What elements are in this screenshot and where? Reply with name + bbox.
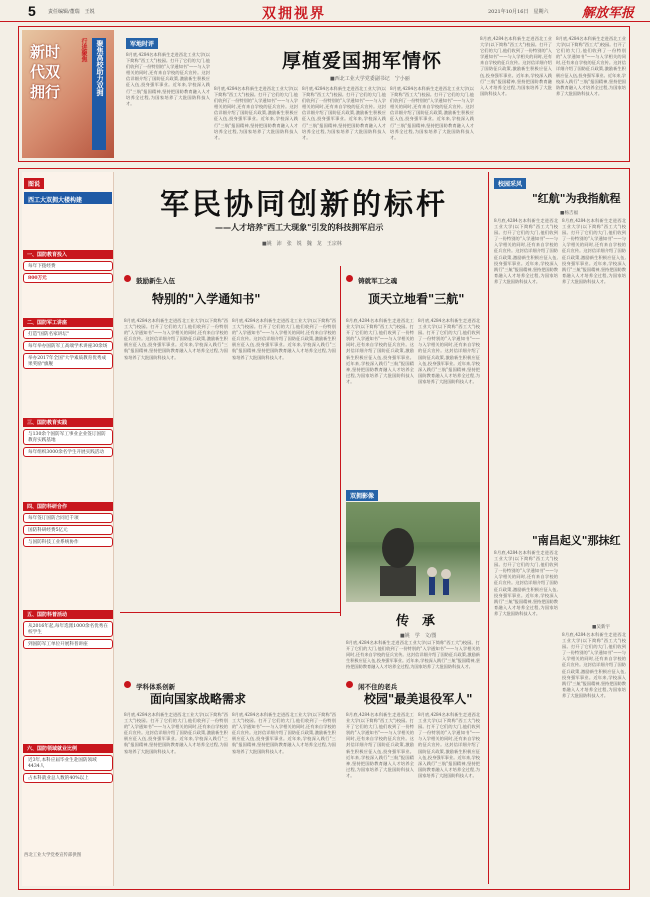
right-story-2-col-2: 8月底,4284名本科新生走进西北工业大学(以下简称"西工大")校园。打开了它们的大门,他们收到了一份特别的"入学通知书"——与入学相关的同时,还有来自学校的征兵宣传。这封信详细介绍了国防征兵政策,激励新生积极应征入伍,投身强军事业。近年来,学校深入践行"三航"报国精神,坚持把国防教育融入人才培养全过程,为国家培养了大批国防科技人才。 bbox=[562, 632, 626, 698]
top-story-col-1: 8月底,4284名本科新生走进西北工业大学(以下简称"西工大")校园。打开了它们的大门,他们收到了一份特别的"入学通知书"——与入学相关的同时,还有来自学校的征兵宣传。这封信详细介绍了国防征兵政策,激励新生积极应征入伍,投身强军事业。近年来,学校深入践行"三航"报国精神,坚持把国防教育融入人才培养全过程,为国家培养了大批国防科技人才。 bbox=[126, 52, 210, 106]
top-story-headline: 厚植爱国拥军情怀 bbox=[282, 50, 443, 72]
main-subheadline: ——人才培养"西工大现象"引发的科技拥军启示 bbox=[215, 223, 384, 232]
sub-kicker-3 bbox=[124, 674, 176, 691]
sub-kicker-1 bbox=[124, 268, 176, 285]
photo-feature-headline: 传 承 bbox=[396, 614, 436, 629]
top-story-col-2: 8月底,4284名本科新生走进西北工业大学(以下简称"西工大")校园。打开了它们的大门,他们收到了一份特别的"入学通知书"——与入学相关的同时,还有来自学校的征兵宣传。这封信详细介绍了国防征兵政策,激励新生积极应征入伍,投身强军事业。近年来,学校深入践行"三航"报国精神,坚持把国防教育融入人才培养全过程,为国家培养了大批国防科技人才。 bbox=[214, 86, 298, 140]
kicker-dot-icon bbox=[124, 681, 131, 688]
sidebar-item-5 bbox=[23, 610, 113, 649]
sidebar-item-pill: 从2016年起,每年选派1000余名优秀在校学生 bbox=[23, 621, 113, 637]
sub-story-1-col-1: 8月底,4284名本科新生走进西北工业大学(以下简称"西工大")校园。打开了它们的大门,他们收到了一份特别的"入学通知书"——与入学相关的同时,还有来自学校的征兵宣传。这封信详细介绍了国防征兵政策,激励新生积极应征入伍,投身强军事业。近年来,学校深入践行"三航"报国精神,坚持把国防教育融入人才培养全过程,为国家培养了大批国防科技人才。 bbox=[124, 318, 228, 360]
sidebar-item-caption: 一、国防教育投入 bbox=[23, 250, 113, 259]
sidebar-item-caption: 五、国防科普活动 bbox=[23, 610, 113, 619]
sub-story-2-col-1: 8月底,4284名本科新生走进西北工业大学(以下简称"西工大")校园。打开了它们的大门,他们收到了一份特别的"入学通知书"——与入学相关的同时,还有来自学校的征兵宣传。这封信详细介绍了国防征兵政策,激励新生积极应征入伍,投身强军事业。近年来,学校深入践行"三航"报国精神,坚持把国防教育融入人才培养全过程,为国家培养了大批国防科技人才。 bbox=[346, 318, 414, 384]
sidebar-title: 西工大双拥大楼构建 bbox=[24, 192, 112, 204]
sidebar-item-caption: 六、国防领域就业比例 bbox=[23, 744, 113, 753]
sidebar-item-pill: 国防科研经费5亿元 bbox=[23, 525, 113, 535]
sub-kicker-text: 学科体系创新 bbox=[136, 683, 176, 691]
sidebar-item-pill: 举办2017年全国"大学素质教育优秀成果奖励"旗舰 bbox=[23, 353, 113, 369]
banner-title: 新时代双拥行 bbox=[30, 43, 61, 101]
sub-story-2-col-2: 8月底,4284名本科新生走进西北工业大学(以下简称"西工大")校园。打开了它们的大门,他们收到了一份特别的"入学通知书"——与入学相关的同时,还有来自学校的征兵宣传。这封信详细介绍了国防征兵政策,激励新生积极应征入伍,投身强军事业。近年来,学校深入践行"三航"报国精神,坚持把国防教育融入人才培养全过程,为国家培养了大批国防科技人才。 bbox=[418, 318, 480, 384]
sub-story-3-col-1: 8月底,4284名本科新生走进西北工业大学(以下简称"西工大")校园。打开了它们的大门,他们收到了一份特别的"入学通知书"——与入学相关的同时,还有来自学校的征兵宣传。这封信详细介绍了国防征兵政策,激励新生积极应征入伍,投身强军事业。近年来,学校深入践行"三航"报国精神,坚持把国防教育融入人才培养全过程,为国家培养了大批国防科技人才。 bbox=[124, 712, 228, 754]
right-story-2-col-1: 8月底,4284名本科新生走进西北工业大学(以下简称"西工大")校园。打开了它们的大门,他们收到了一份特别的"入学通知书"——与入学相关的同时,还有来自学校的征兵宣传。这封信详细介绍了国防征兵政策,激励新生积极应征入伍,投身强军事业。近年来,学校深入践行"三航"报国精神,坚持把国防教育融入人才培养全过程,为国家培养了大批国防科技人才。 bbox=[494, 550, 558, 616]
photo-feature-caption: 8月底,4284名本科新生走进西北工业大学(以下简称"西工大")校园。打开了它们的大门,他们收到了一份特别的"入学通知书"——与入学相关的同时,还有来自学校的征兵宣传。这封信详细介绍了国防征兵政策,激励新生积极应征入伍,投身强军事业。近年来,学校深入践行"三航"报国精神,坚持把国防教育融入人才培养全过程,为国家培养了大批国防科技人才。 bbox=[346, 640, 480, 670]
sidebar-item-3 bbox=[23, 418, 113, 457]
kicker-dot-icon bbox=[346, 275, 353, 282]
sidebar-item-pill: 每年下拨经费 bbox=[23, 261, 113, 271]
main-byline: ■姚 沛 张 锐 魏 龙 王宗林 bbox=[262, 241, 342, 247]
sidebar-item-pill: 与130余个国防军工事业企业签订国防教育实践基地 bbox=[23, 429, 113, 445]
page-number: 5 bbox=[28, 3, 36, 19]
sidebar-item-pill: 到国防军工单位开展科普讲座 bbox=[23, 639, 113, 649]
sub-headline-3: 面向国家战略需求 bbox=[150, 692, 247, 706]
sidebar-item-pill: 占本科就业总人数的40%以上 bbox=[23, 773, 113, 783]
top-story-col-4: 8月底,4284名本科新生走进西北工业大学(以下简称"西工大")校园。打开了它们的大门,他们收到了一份特别的"入学通知书"——与入学相关的同时,还有来自学校的征兵宣传。这封信详细介绍了国防征兵政策,激励新生积极应征入伍,投身强军事业。近年来,学校深入践行"三航"报国精神,坚持把国防教育融入人才培养全过程,为国家培养了大批国防科技人才。 bbox=[390, 86, 474, 140]
sidebar-item-4 bbox=[23, 502, 113, 547]
sidebar-item-pill: 每年组织3000余名学生开展实践活动 bbox=[23, 447, 113, 457]
sidebar-item-2 bbox=[23, 318, 113, 369]
sidebar-item-pill: 每年举办国防军工高端学术讲座30余场 bbox=[23, 341, 113, 351]
photo-feature-byline: ■姚 学 文/图 bbox=[400, 633, 437, 639]
main-headline: 军民协同创新的标杆 bbox=[160, 187, 449, 221]
sub-story-4-col-2: 8月底,4284名本科新生走进西北工业大学(以下简称"西工大")校园。打开了它们的大门,他们收到了一份特别的"入学通知书"——与入学相关的同时,还有来自学校的征兵宣传。这封信详细介绍了国防征兵政策,激励新生积极应征入伍,投身强军事业。近年来,学校深入践行"三航"报国精神,坚持把国防教育融入人才培养全过程,为国家培养了大批国防科技人才。 bbox=[418, 712, 480, 778]
top-story-col-5: 8月底,4284名本科新生走进西北工业大学(以下简称"西工大")校园。打开了它们的大门,他们收到了一份特别的"入学通知书"——与入学相关的同时,还有来自学校的征兵宣传。这封信详细介绍了国防征兵政策,激励新生积极应征入伍,投身强军事业。近年来,学校深入践行"三航"报国精神,坚持把国防教育融入人才培养全过程,为国家培养了大批国防科技人才。 bbox=[480, 36, 552, 96]
right-column-divider bbox=[488, 172, 489, 884]
right-story-1-title: "红航"为我指航程 bbox=[532, 192, 621, 205]
right-column-tag: 校园采风 bbox=[494, 178, 526, 189]
statue-silhouette-icon bbox=[346, 502, 480, 602]
sidebar-tag: 图说 bbox=[24, 178, 44, 189]
sub-story-1-col-2: 8月底,4284名本科新生走进西北工业大学(以下简称"西工大")校园。打开了它们的大门,他们收到了一份特别的"入学通知书"——与入学相关的同时,还有来自学校的征兵宣传。这封信详细介绍了国防征兵政策,激励新生积极应征入伍,投身强军事业。近年来,学校深入践行"三航"报国精神,坚持把国防教育融入人才培养全过程,为国家培养了大批国防科技人才。 bbox=[232, 318, 336, 360]
photo-feature-tag: 双拥影像 bbox=[346, 490, 378, 501]
editor-line: 责任编辑/董瑞 王锐 bbox=[48, 9, 95, 15]
left-banner bbox=[22, 30, 114, 158]
sidebar-item-1 bbox=[23, 250, 113, 283]
sidebar-item-6 bbox=[23, 744, 113, 783]
sub-headline-4: 校园"最美退役军人" bbox=[364, 692, 473, 706]
section-title: 双拥视界 bbox=[262, 6, 326, 22]
top-story-tag: 军地时评 bbox=[126, 38, 158, 49]
banner-vertical-b: 聚焦高校助力双拥 bbox=[92, 38, 106, 150]
right-story-2-byline: ■吴新宇 bbox=[592, 625, 611, 630]
sub-kicker-2 bbox=[346, 268, 398, 285]
top-story-col-3: 8月底,4284名本科新生走进西北工业大学(以下简称"西工大")校园。打开了它们的大门,他们收到了一份特别的"入学通知书"——与入学相关的同时,还有来自学校的征兵宣传。这封信详细介绍了国防征兵政策,激励新生积极应征入伍,投身强军事业。近年来,学校深入践行"三航"报国精神,坚持把国防教育融入人才培养全过程,为国家培养了大批国防科技人才。 bbox=[302, 86, 386, 140]
right-story-2-title: "南昌起义"那抹红 bbox=[532, 534, 621, 547]
sub-kicker-text: 铸就军工之魂 bbox=[358, 277, 398, 285]
sub-headline-2: 顶天立地看"三航" bbox=[368, 292, 465, 306]
statue-photo bbox=[346, 502, 480, 602]
sidebar-item-caption: 四、国防科研合作 bbox=[23, 502, 113, 511]
sub-kicker-4 bbox=[346, 674, 398, 691]
top-story-col-6: 8月底,4284名本科新生走进西北工业大学(以下简称"西工大")校园。打开了它们的大门,他们收到了一份特别的"入学通知书"——与入学相关的同时,还有来自学校的征兵宣传。这封信详细介绍了国防征兵政策,激励新生积极应征入伍,投身强军事业。近年来,学校深入践行"三航"报国精神,坚持把国防教育融入人才培养全过程,为国家培养了大批国防科技人才。 bbox=[556, 36, 626, 96]
right-story-1-byline: ■杨吉福 bbox=[560, 211, 579, 216]
sidebar-item-pill: 与国防科技工业系统协作 bbox=[23, 537, 113, 547]
sub-kicker-text: 鼓励新生入伍 bbox=[136, 277, 176, 285]
kicker-dot-icon bbox=[346, 681, 353, 688]
sidebar-item-pill: 800万元 bbox=[23, 273, 113, 283]
newspaper-logo: 解放军报 bbox=[582, 6, 635, 21]
kicker-dot-icon bbox=[124, 275, 131, 282]
sidebar-item-caption: 三、国防教育实践 bbox=[23, 418, 113, 427]
date-line: 2021年10月16日 星期六 bbox=[488, 9, 549, 15]
sidebar-item-pill: 近3年,本科应届毕业生赴国防领域4434人 bbox=[23, 755, 113, 771]
sidebar-footer: 西北工业大学党委宣传部供图 bbox=[24, 853, 82, 858]
right-story-1-col-2: 8月底,4284名本科新生走进西北工业大学(以下简称"西工大")校园。打开了它们的大门,他们收到了一份特别的"入学通知书"——与入学相关的同时,还有来自学校的征兵宣传。这封信详细介绍了国防征兵政策,激励新生积极应征入伍,投身强军事业。近年来,学校深入践行"三航"报国精神,坚持把国防教育融入人才培养全过程,为国家培养了大批国防科技人才。 bbox=[562, 218, 626, 284]
sidebar-item-caption: 二、国防军工讲座 bbox=[23, 318, 113, 327]
top-story-byline: ■西北工业大学党委副书记 宁小丽 bbox=[330, 76, 410, 82]
sidebar-item-pill: 每年签订国防合同近千项 bbox=[23, 513, 113, 523]
banner-vertical-a: 行进聚焦 bbox=[80, 38, 87, 62]
sidebar-item-pill: 打造"国防名家讲坛" bbox=[23, 329, 113, 339]
column-divider bbox=[340, 266, 341, 616]
sub-story-3-col-2: 8月底,4284名本科新生走进西北工业大学(以下简称"西工大")校园。打开了它们的大门,他们收到了一份特别的"入学通知书"——与入学相关的同时,还有来自学校的征兵宣传。这封信详细介绍了国防征兵政策,激励新生积极应征入伍,投身强军事业。近年来,学校深入践行"三航"报国精神,坚持把国防教育融入人才培养全过程,为国家培养了大批国防科技人才。 bbox=[232, 712, 336, 754]
section-divider bbox=[120, 612, 340, 613]
masthead bbox=[0, 0, 650, 22]
sub-headline-1: 特别的"入学通知书" bbox=[152, 292, 261, 306]
sub-kicker-text: 闲不住的老兵 bbox=[358, 683, 398, 691]
sub-story-4-col-1: 8月底,4284名本科新生走进西北工业大学(以下简称"西工大")校园。打开了它们的大门,他们收到了一份特别的"入学通知书"——与入学相关的同时,还有来自学校的征兵宣传。这封信详细介绍了国防征兵政策,激励新生积极应征入伍,投身强军事业。近年来,学校深入践行"三航"报国精神,坚持把国防教育融入人才培养全过程,为国家培养了大批国防科技人才。 bbox=[346, 712, 414, 778]
right-story-1-col-1: 8月底,4284名本科新生走进西北工业大学(以下简称"西工大")校园。打开了它们的大门,他们收到了一份特别的"入学通知书"——与入学相关的同时,还有来自学校的征兵宣传。这封信详细介绍了国防征兵政策,激励新生积极应征入伍,投身强军事业。近年来,学校深入践行"三航"报国精神,坚持把国防教育融入人才培养全过程,为国家培养了大批国防科技人才。 bbox=[494, 218, 558, 284]
